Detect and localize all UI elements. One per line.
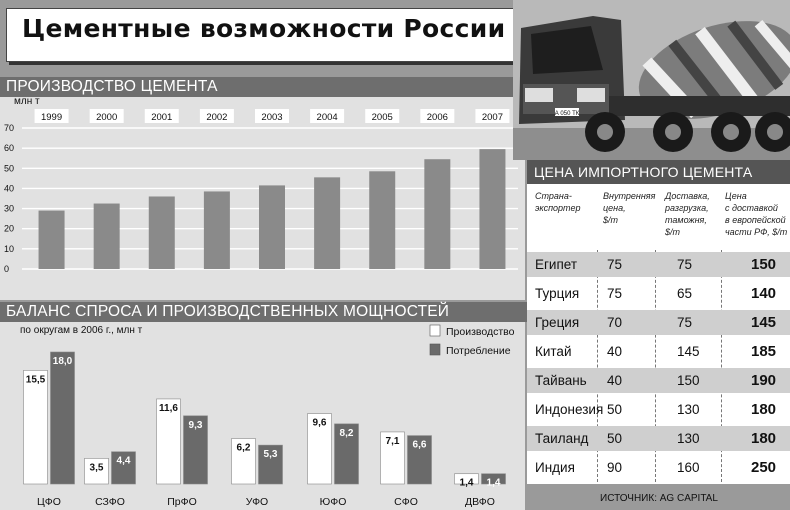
- country-cell: Индия: [535, 460, 575, 475]
- delivery-cell: 75: [677, 257, 693, 272]
- production-chart: [0, 97, 525, 300]
- legend-label: Потребление: [446, 345, 511, 357]
- column-header-country: Страна- экспортер: [535, 191, 581, 213]
- balance-chart: [0, 322, 525, 510]
- data-label: 3,5: [89, 462, 104, 474]
- table-row: [527, 397, 790, 422]
- country-cell: Турция: [535, 286, 580, 301]
- total-cell: 190: [751, 372, 777, 389]
- column-header-price: Внутренняя цена, $/т: [603, 191, 656, 225]
- price-cell: 90: [607, 460, 623, 475]
- price-cell: 40: [607, 344, 623, 359]
- production-bar: [149, 196, 175, 269]
- production-bar: [424, 159, 450, 269]
- total-cell: 180: [751, 430, 777, 447]
- x-tick-label: 2007: [481, 112, 504, 123]
- cement-mixer-truck-icon: [513, 0, 790, 160]
- y-tick-label: 20: [4, 223, 15, 234]
- x-tick-label: 1999: [40, 112, 63, 123]
- table-row: [527, 426, 790, 451]
- production-bar: [204, 191, 230, 269]
- x-tick-label: 2005: [371, 112, 393, 123]
- country-cell: Греция: [535, 315, 580, 330]
- x-tick-label: СЗФО: [95, 496, 125, 508]
- column-header-total: Цена с доставкой в европейской части РФ, $/т: [725, 191, 788, 237]
- delivery-cell: 75: [677, 315, 693, 330]
- x-tick-label: ДВФО: [465, 496, 495, 508]
- column-header-delivery: Доставка, разгрузка, таможня, $/т: [665, 191, 710, 237]
- total-cell: 140: [751, 285, 777, 302]
- x-tick-label: 2002: [206, 112, 228, 123]
- data-label: 5,3: [263, 449, 278, 461]
- price-cell: 50: [607, 431, 623, 446]
- x-tick-label: ПрФО: [167, 496, 197, 508]
- x-tick-label: СФО: [394, 496, 418, 508]
- truck-illustration: [513, 0, 790, 160]
- data-label: 9,6: [312, 417, 327, 429]
- production-bar: [369, 171, 395, 269]
- data-label: 15,5: [25, 374, 46, 386]
- production-bar: [479, 149, 505, 269]
- delivery-cell: 65: [677, 286, 693, 301]
- total-cell: 185: [751, 343, 777, 360]
- table-row: [527, 368, 790, 393]
- y-tick-label: 40: [4, 183, 15, 194]
- x-tick-label: 2001: [151, 112, 173, 123]
- imports-table: [527, 184, 790, 484]
- data-label: 6,6: [412, 439, 427, 451]
- total-cell: 250: [751, 459, 777, 476]
- legend-swatch: [430, 344, 440, 355]
- y-tick-label: 0: [4, 264, 10, 274]
- country-cell: Индонезия: [535, 402, 604, 417]
- data-label: 4,4: [116, 455, 131, 467]
- delivery-cell: 160: [677, 460, 700, 475]
- y-tick-label: 30: [4, 203, 15, 214]
- data-label: 7,1: [385, 435, 400, 447]
- y-tick-label: 60: [4, 143, 15, 154]
- price-cell: 40: [607, 373, 623, 388]
- plate-text: А 050 ТК: [554, 111, 580, 117]
- table-row: [527, 252, 790, 277]
- country-cell: Таиланд: [535, 431, 589, 446]
- price-cell: 50: [607, 402, 623, 417]
- production-unit: млн т: [14, 96, 40, 107]
- x-tick-label: 2000: [96, 112, 118, 123]
- x-tick-label: ЮФО: [319, 496, 347, 508]
- total-cell: 145: [751, 314, 777, 331]
- price-cell: 70: [607, 315, 623, 330]
- y-tick-label: 50: [4, 163, 15, 174]
- data-label: 18,0: [52, 356, 73, 367]
- delivery-cell: 130: [677, 402, 700, 417]
- data-label: 1,4: [486, 477, 501, 489]
- total-cell: 180: [751, 401, 777, 418]
- delivery-cell: 150: [677, 373, 700, 388]
- delivery-cell: 130: [677, 431, 700, 446]
- consumption-bar: [51, 352, 75, 484]
- production-bar: [24, 370, 48, 484]
- data-label: 9,3: [188, 419, 203, 431]
- production-bar: [94, 204, 120, 269]
- x-tick-label: ЦФО: [37, 496, 61, 508]
- price-cell: 75: [607, 286, 623, 301]
- data-label: 11,6: [159, 402, 178, 414]
- legend-label: Производство: [446, 326, 515, 338]
- table-row: [527, 339, 790, 364]
- data-label: 6,2: [236, 442, 251, 454]
- delivery-cell: 145: [677, 344, 700, 359]
- country-cell: Тайвань: [535, 373, 587, 388]
- production-bar: [39, 211, 65, 269]
- x-tick-label: 2004: [316, 112, 338, 123]
- production-bar: [259, 185, 285, 269]
- imports-header: ЦЕНА ИМПОРТНОГО ЦЕМЕНТА: [527, 160, 790, 184]
- production-header: ПРОИЗВОДСТВО ЦЕМЕНТА: [0, 77, 519, 97]
- balance-header: БАЛАНС СПРОСА И ПРОИЗВОДСТВЕННЫХ МОЩНОСТЕЙ: [0, 302, 531, 322]
- table-row: [527, 310, 790, 335]
- data-label: 1,4: [459, 477, 474, 489]
- production-bar: [314, 177, 340, 269]
- page-title: Цементные возможности России: [22, 14, 506, 43]
- country-cell: Китай: [535, 344, 572, 359]
- balance-subtitle: по округам в 2006 г., млн т: [20, 325, 143, 336]
- source-note: ИСТОЧНИК: AG CAPITAL: [600, 493, 718, 504]
- y-tick-label: 10: [4, 243, 15, 254]
- table-row: [527, 281, 790, 306]
- price-cell: 75: [607, 257, 623, 272]
- x-tick-label: 2006: [426, 112, 448, 123]
- legend-swatch: [430, 325, 440, 336]
- y-tick-label: 70: [4, 123, 15, 133]
- total-cell: 150: [751, 256, 777, 273]
- table-row: [527, 455, 790, 480]
- data-label: 8,2: [339, 427, 354, 439]
- x-tick-label: 2003: [261, 112, 283, 123]
- x-tick-label: УФО: [245, 496, 269, 508]
- country-cell: Египет: [535, 257, 578, 272]
